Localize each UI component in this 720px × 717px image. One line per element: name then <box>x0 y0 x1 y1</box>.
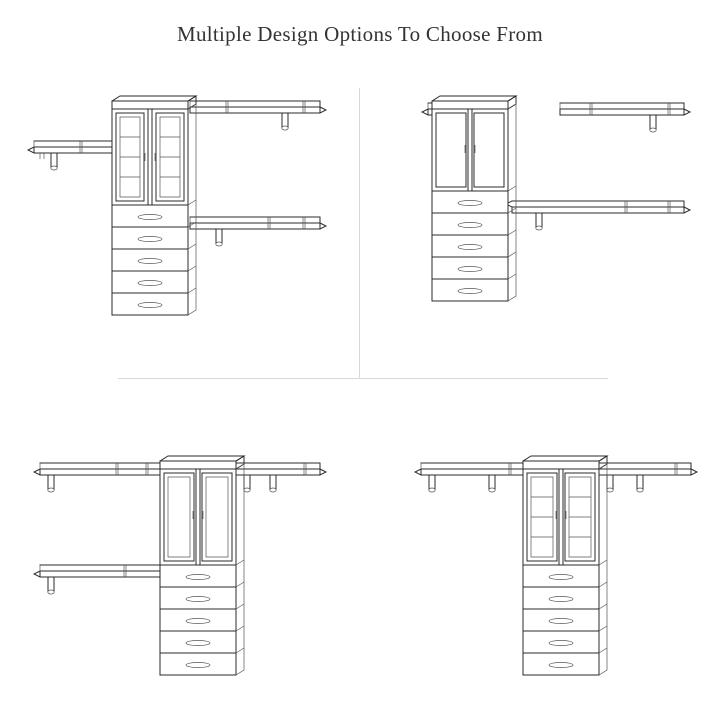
vertical-divider <box>359 88 360 378</box>
page-title: Multiple Design Options To Choose From <box>177 22 543 46</box>
rod-right-top <box>190 101 326 130</box>
rod-left-middle <box>28 141 116 170</box>
tower-unit <box>432 96 516 301</box>
rod-right-middle <box>506 201 690 230</box>
tower-unit <box>112 96 196 315</box>
design-option-1[interactable] <box>20 95 340 325</box>
design-option-3[interactable] <box>20 455 350 690</box>
tower-unit <box>523 456 607 675</box>
rod-right-top <box>599 463 697 492</box>
rod-right-top <box>560 103 690 132</box>
horizontal-divider <box>118 378 608 379</box>
design-option-2[interactable] <box>400 95 705 325</box>
rod-left-middle <box>34 565 168 594</box>
rod-left-top <box>415 463 523 492</box>
rod-left-top <box>34 463 160 492</box>
design-option-4[interactable] <box>405 455 710 690</box>
tower-unit <box>160 456 244 675</box>
rod-right-top <box>236 463 326 492</box>
rod-right-middle <box>190 217 326 246</box>
